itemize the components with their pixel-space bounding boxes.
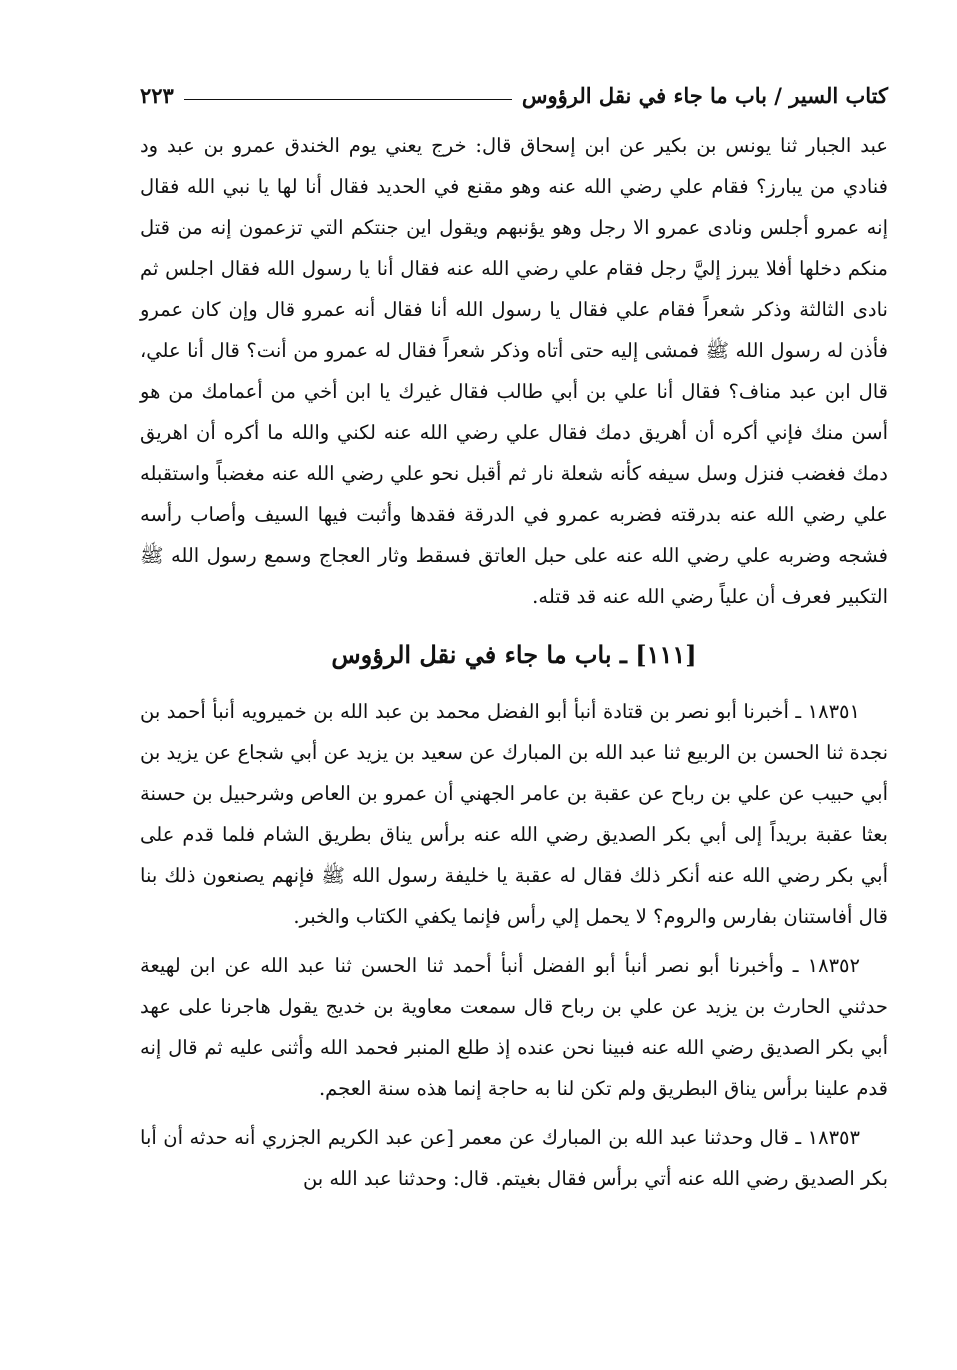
section-heading: [١١١] ـ باب ما جاء في نقل الرؤوس [331,640,697,669]
page-body [140,125,888,1199]
hadith-paragraph: ١٨٣٥٢ ـ وأخبرنا أبو نصر أنبأ أبو الفضل أنبأ أحمد ثنا الحسن ثنا عبد الله عن ابن لهيعة حدثني الحارث بن يزيد عن علي بن رباح قال سمعت معاوية بن خديج يقول هاجرنا على عهد أبي بكر الصديق رضي الله عنه فبينا نحن عنده إذ طلع المنبر فحمد الله وأثنى عليه ثم قال إنه قدم علينا برأس يناق البطريق ولم تكن لنا به حاجة إنما هذه سنة العجم. [140,954,888,1100]
header-rule [184,99,512,100]
header-title: كتاب السير / باب ما جاء في نقل الرؤوس [521,82,888,108]
page-number: ٢٢٣ [140,82,174,108]
paragraph-gap [140,937,888,945]
hadith-paragraph: ١٨٣٥٣ ـ قال وحدثنا عبد الله بن المبارك عن معمر [عن عبد الكريم الجزري أنه حدثه أن أبا بكر الصديق رضي الله عنه أتي برأس فقال بغيتم. قال: وحدثنا عبد الله بن [140,1126,888,1190]
hadith-paragraph: ١٨٣٥١ ـ أخبرنا أبو نصر بن قتادة أنبأ أبو الفضل محمد بن عبد الله بن خميرويه أنبأ أحمد بن نجدة ثنا الحسن بن الربيع ثنا عبد الله بن المبارك عن سعيد بن يزيد عن أبي شجاع عن يزيد بن أبي حبيب عن علي بن رباح عن عقبة بن عامر الجهني أن عمرو بن العاص وشرحبيل بن حسنة بعثا عقبة بريداً إلى أبي بكر الصديق رضي الله عنه برأس يناق بطريق الشام فلما قدم على أبي بكر رضي الله عنه أنكر ذلك فقال له عقبة يا خليفة رسول الله ﷺ فإنهم يصنعون ذلك بنا قال أفاستنان بفارس والروم؟ لا يحمل إلي رأس فإنما يكفي الكتاب والخبر. [140,700,888,928]
paragraph-continued: عبد الجبار ثنا يونس بن بكير عن ابن إسحاق قال: خرج يعني يوم الخندق عمرو بن عبد ود فنادي من يبارز؟ فقام علي رضي الله عنه وهو مقنع في الحديد فقال أنا لها يا نبي الله فقال إنه عمرو أجلس ونادى عمرو الا رجل وهو يؤنبهم ويقول اين جنتكم التي تزعمون إنه من قتل منكم دخلها أفلا يبرز إليَّ رجل فقام علي رضي الله عنه فقال أنا يا رسول الله فقال اجلس ثم نادى الثالثة وذكر شعراً فقام علي فقال يا رسول الله أنا فقال أنه عمرو قال وإن كان عمرو فأذن له رسول الله ﷺ فمشى إليه حتى أتاه وذكر شعراً فقال له عمرو من أنت؟ قال أنا علي، قال ابن عبد مناف؟ فقال أنا علي بن أبي طالب فقال غيرك يا ابن أخي من أعمامك من هو أسن منك فإني أكره أن أهريق دمك فقال علي رضي الله عنه لكني والله ما أكره أن اهريق دمك فغضب فنزل وسل سيفه كأنه شعلة نار ثم أقبل نحو علي رضي الله عنه مغضباً واستقبله علي رضي الله عنه بدرقته فضربه عمرو في الدرقة فقدها وأثبت فيها السيف وأصاب رأسه فشجه وضربه علي رضي الله عنه على حبل العاتق فسقط وثار العجاج وسمع رسول الله ﷺ التكبير فعرف أن علياً رضي الله عنه قد قتله. [140,134,888,608]
paragraph-gap [140,1109,888,1117]
running-header [140,78,888,112]
